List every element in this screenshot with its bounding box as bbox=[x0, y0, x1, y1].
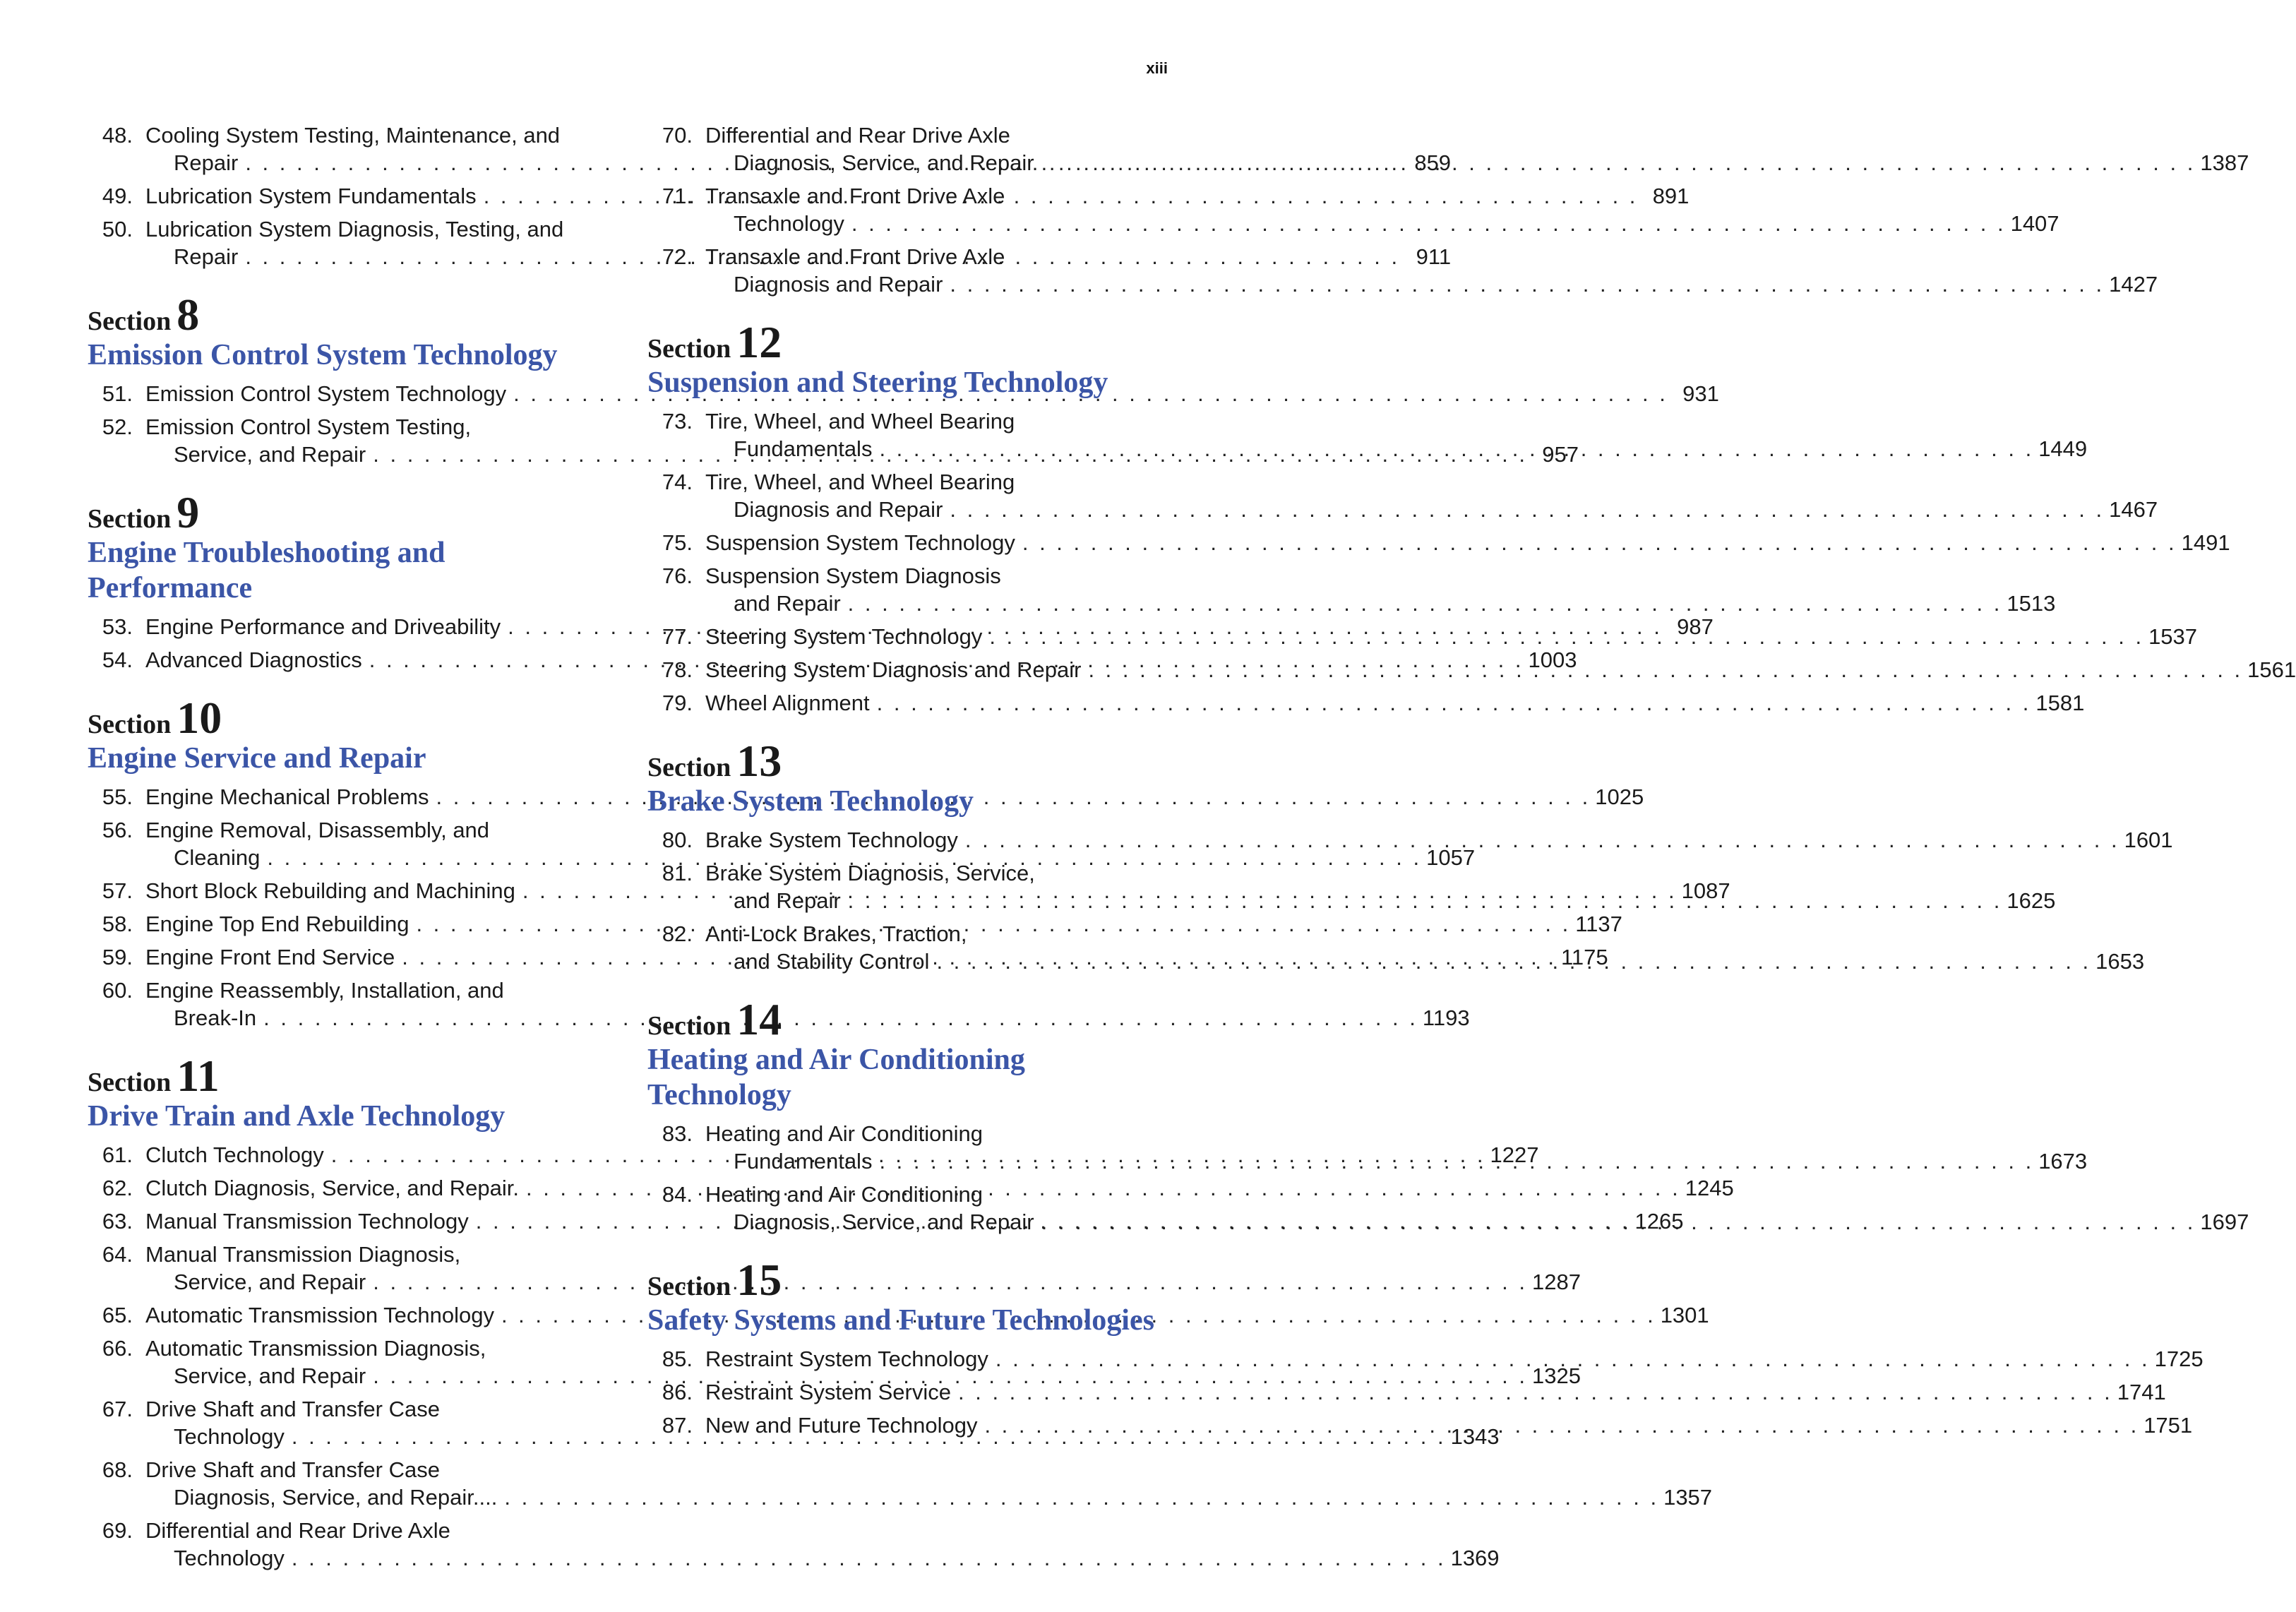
section-header bbox=[88, 1051, 606, 1134]
chapter-title-text: Lubrication System Diagnosis, Testing, and bbox=[145, 217, 564, 241]
chapter-title-line bbox=[705, 1147, 2087, 1175]
chapter-title-text: Anti-Lock Brakes, Traction, bbox=[705, 921, 967, 946]
section-number: 11 bbox=[177, 1051, 220, 1101]
chapter-title-line bbox=[705, 887, 2055, 914]
section-number: 14 bbox=[736, 994, 782, 1044]
page-ref: 1057 bbox=[1426, 845, 1476, 870]
chapter-title-text: Manual Transmission Diagnosis, bbox=[145, 1242, 461, 1267]
chapter-title-line bbox=[705, 689, 2084, 717]
chapter-title-line bbox=[145, 1517, 1500, 1544]
chapter-title-text: Emission Control System Testing, bbox=[145, 414, 472, 439]
chapter-title-text: Automatic Transmission Diagnosis, bbox=[145, 1336, 486, 1361]
chapter-title-text: Tire, Wheel, and Wheel Bearing bbox=[705, 470, 1015, 494]
chapter-number: 57. bbox=[102, 878, 133, 903]
chapter-title-text: Differential and Rear Drive Axle bbox=[705, 123, 1010, 148]
dot-leader bbox=[877, 689, 2029, 717]
chapter-title-text: Restraint System Technology bbox=[705, 1347, 988, 1371]
section-header bbox=[88, 487, 606, 606]
section-word: Section bbox=[88, 1068, 172, 1097]
chapter-title-text: Heating and Air Conditioning bbox=[705, 1121, 983, 1146]
page-ref: 1325 bbox=[1531, 1363, 1581, 1388]
page-ref: 1467 bbox=[2109, 497, 2158, 522]
chapter-title-line bbox=[705, 407, 2087, 435]
chapter-number: 81. bbox=[662, 861, 693, 885]
chapter-title-text: Manual Transmission Technology bbox=[145, 1209, 469, 1234]
chapter-number: 85. bbox=[662, 1347, 693, 1371]
chapter-title-text: Diagnosis, Service, and Repair.... bbox=[174, 1485, 498, 1510]
chapter-title-text: and Repair bbox=[734, 591, 841, 616]
chapter-title-text: Differential and Rear Drive Axle bbox=[145, 1518, 450, 1543]
chapter-title-block bbox=[705, 1378, 2166, 1406]
chapter-title-text: Suspension System Diagnosis bbox=[705, 563, 1001, 588]
dot-leader bbox=[950, 496, 2102, 523]
chapter-title-text: and Stability Control bbox=[734, 949, 930, 974]
toc-entry bbox=[88, 1517, 1500, 1572]
section-header bbox=[647, 994, 1166, 1113]
chapter-title-text: Diagnosis and Repair bbox=[734, 272, 943, 297]
page-ref: 1301 bbox=[1660, 1303, 1709, 1327]
chapter-title-text: Advanced Diagnostics bbox=[145, 647, 362, 672]
chapter-title-block bbox=[145, 1517, 1500, 1572]
chapter-title-text: Lubrication System Fundamentals bbox=[145, 184, 477, 208]
chapter-title-text: New and Future Technology bbox=[705, 1413, 978, 1438]
section-number: 8 bbox=[177, 289, 200, 340]
chapter-number: 73. bbox=[662, 409, 693, 434]
page-ref: 891 bbox=[1652, 184, 1690, 208]
page-ref: 1025 bbox=[1595, 784, 1644, 809]
chapter-number: 70. bbox=[662, 123, 693, 148]
page-ref: 1561 bbox=[2247, 657, 2296, 682]
chapter-title-block bbox=[705, 1411, 2192, 1439]
chapter-title-line bbox=[145, 1456, 1712, 1483]
chapter-number: 62. bbox=[102, 1176, 133, 1200]
page-ref: 1407 bbox=[2010, 211, 2059, 236]
chapter-title-block bbox=[705, 562, 2055, 617]
dot-leader bbox=[936, 948, 2088, 975]
section-header bbox=[88, 693, 606, 776]
chapter-number: 76. bbox=[662, 563, 693, 588]
chapter-title-line bbox=[705, 948, 2144, 975]
chapter-title-text: Engine Front End Service bbox=[145, 945, 395, 969]
chapter-number: 55. bbox=[102, 784, 133, 809]
page-ref: 1287 bbox=[1531, 1270, 1581, 1294]
chapter-title-text: Engine Performance and Driveability bbox=[145, 614, 501, 639]
section-header bbox=[88, 289, 606, 373]
chapter-title-line bbox=[705, 121, 2249, 149]
chapter-title-block bbox=[705, 529, 2230, 556]
chapter-title-block bbox=[705, 689, 2084, 717]
chapter-number: 72. bbox=[662, 244, 693, 269]
page-ref: 1751 bbox=[2143, 1413, 2193, 1438]
chapter-title-text: Technology bbox=[174, 1546, 285, 1570]
chapter-title-line bbox=[705, 210, 2059, 237]
chapter-title-line bbox=[145, 1483, 1712, 1511]
chapter-title-text: Service, and Repair bbox=[174, 1363, 366, 1388]
toc-entry bbox=[647, 562, 2056, 617]
toc-entry bbox=[88, 1456, 1713, 1511]
chapter-number: 48. bbox=[102, 123, 133, 148]
chapter-title-line bbox=[705, 1208, 2249, 1236]
chapter-title-text: and Repair bbox=[734, 888, 841, 913]
toc-entry bbox=[647, 468, 2158, 523]
page-ref: 987 bbox=[1677, 614, 1714, 639]
section-number: 15 bbox=[736, 1255, 782, 1305]
section-title: Suspension and Steering Technology bbox=[647, 366, 1108, 399]
page-ref: 1137 bbox=[1575, 912, 1622, 936]
dot-leader bbox=[504, 1483, 1656, 1511]
section-header bbox=[647, 1255, 1166, 1338]
dot-leader bbox=[848, 887, 2000, 914]
page-ref: 1581 bbox=[2035, 691, 2085, 715]
page-ref: 1625 bbox=[2007, 888, 2056, 913]
dot-leader bbox=[950, 270, 2102, 298]
page-ref: 1673 bbox=[2038, 1149, 2088, 1174]
chapter-title-line bbox=[705, 590, 2055, 617]
chapter-title-block bbox=[705, 1345, 2204, 1373]
page-ref: 1725 bbox=[2154, 1347, 2204, 1371]
chapter-title-line bbox=[705, 1411, 2192, 1439]
section-word: Section bbox=[647, 1011, 731, 1041]
chapter-title-text: Diagnosis and Repair bbox=[734, 497, 943, 522]
chapter-number: 77. bbox=[662, 624, 693, 649]
dot-leader bbox=[958, 1378, 2110, 1406]
section-word: Section bbox=[647, 1272, 731, 1301]
chapter-title-block bbox=[705, 182, 2059, 237]
chapter-title-line bbox=[705, 496, 2158, 523]
chapter-number: 60. bbox=[102, 978, 133, 1003]
chapter-title-text: Drive Shaft and Transfer Case bbox=[145, 1397, 440, 1421]
chapter-title-block bbox=[705, 121, 2249, 177]
toc-entry bbox=[647, 1378, 2166, 1406]
dot-leader bbox=[1088, 656, 2240, 683]
chapter-title-line bbox=[145, 1544, 1500, 1572]
chapter-title-text: Repair bbox=[174, 244, 239, 269]
section-header bbox=[647, 317, 1166, 400]
toc-entry bbox=[647, 1345, 2204, 1373]
chapter-title-text: Suspension System Technology bbox=[705, 530, 1015, 555]
toc-entry bbox=[647, 529, 2230, 556]
chapter-title-line bbox=[705, 1345, 2204, 1373]
section-title: Drive Train and Axle Technology bbox=[88, 1100, 506, 1133]
toc-entry bbox=[647, 826, 2173, 854]
chapter-number: 68. bbox=[102, 1457, 133, 1482]
chapter-number: 51. bbox=[102, 381, 133, 406]
section-label bbox=[88, 693, 606, 743]
chapter-title-block bbox=[705, 656, 2296, 683]
section-word: Section bbox=[88, 710, 172, 739]
dot-leader bbox=[1041, 149, 2194, 177]
chapter-number: 52. bbox=[102, 414, 133, 439]
chapter-title-block bbox=[705, 1181, 2249, 1236]
chapter-title-line bbox=[705, 1378, 2166, 1406]
chapter-title-block bbox=[705, 826, 2173, 854]
section-title: Engine Service and Repair bbox=[88, 742, 426, 775]
chapter-title-text: Wheel Alignment bbox=[705, 691, 870, 715]
page-ref: 1175 bbox=[1560, 945, 1608, 969]
chapter-title-line bbox=[705, 920, 2144, 948]
section-label bbox=[88, 289, 606, 340]
chapter-title-text: Transaxle and Front Drive Axle bbox=[705, 184, 1005, 208]
chapter-title-text: Steering System Technology bbox=[705, 624, 983, 649]
chapter-title-text: Engine Mechanical Problems bbox=[145, 784, 429, 809]
page-ref: 859 bbox=[1414, 150, 1452, 175]
chapter-title-text: Fundamentals bbox=[734, 1149, 873, 1174]
section-label bbox=[647, 317, 1166, 367]
chapter-title-text: Engine Reassembly, Installation, and bbox=[145, 978, 504, 1003]
chapter-title-text: Transaxle and Front Drive Axle bbox=[705, 244, 1005, 269]
section-number: 13 bbox=[736, 736, 782, 786]
chapter-title-block bbox=[705, 1120, 2087, 1175]
chapter-title-text: Service, and Repair bbox=[174, 1270, 366, 1294]
chapter-title-text: Automatic Transmission Technology bbox=[145, 1303, 494, 1327]
chapter-number: 87. bbox=[662, 1413, 693, 1438]
chapter-number: 80. bbox=[662, 828, 693, 852]
page-ref: 1369 bbox=[1450, 1546, 1500, 1570]
dot-leader bbox=[292, 1544, 1444, 1572]
toc-entry bbox=[647, 689, 2085, 717]
page-ref: 1697 bbox=[2200, 1210, 2249, 1234]
chapter-title-line bbox=[705, 182, 2059, 210]
dot-leader bbox=[1041, 1208, 2194, 1236]
section-number: 9 bbox=[177, 487, 200, 537]
page-ref: 1427 bbox=[2109, 272, 2158, 297]
page-ref: 1343 bbox=[1450, 1424, 1500, 1449]
chapter-title-text: Brake System Technology bbox=[705, 828, 958, 852]
chapter-title-line bbox=[705, 435, 2087, 462]
section-title: Safety Systems and Future Technologies bbox=[647, 1304, 1154, 1337]
chapter-number: 54. bbox=[102, 647, 133, 672]
chapter-title-block bbox=[705, 623, 2197, 650]
chapter-title-block bbox=[145, 1456, 1712, 1511]
page-ref: 1653 bbox=[2095, 949, 2145, 974]
chapter-number: 56. bbox=[102, 818, 133, 842]
page-ref: 1601 bbox=[2124, 828, 2173, 852]
section-title: Brake System Technology bbox=[647, 785, 974, 818]
chapter-title-text: Break-In bbox=[174, 1005, 257, 1030]
chapter-title-text: Short Block Rebuilding and Machining bbox=[145, 878, 515, 903]
page-ref: 1387 bbox=[2200, 150, 2249, 175]
chapter-title-text: Service, and Repair bbox=[174, 442, 366, 467]
chapter-title-line bbox=[705, 562, 2055, 590]
chapter-title-line bbox=[705, 149, 2249, 177]
chapter-title-line bbox=[705, 1181, 2249, 1208]
chapter-title-line bbox=[705, 623, 2197, 650]
section-label bbox=[88, 1051, 606, 1101]
section-header bbox=[647, 736, 1166, 819]
page-ref: 1741 bbox=[2117, 1380, 2166, 1404]
dot-leader bbox=[879, 435, 2031, 462]
dot-leader bbox=[989, 623, 2141, 650]
chapter-number: 50. bbox=[102, 217, 133, 241]
page-ref: 1513 bbox=[2007, 591, 2056, 616]
chapter-title-text: Diagnosis, Service, and Repair bbox=[734, 1210, 1034, 1234]
section-word: Section bbox=[88, 306, 172, 336]
chapter-number: 63. bbox=[102, 1209, 133, 1234]
dot-leader bbox=[879, 1147, 2031, 1175]
page-ref: 957 bbox=[1542, 442, 1579, 467]
chapter-title-line bbox=[705, 468, 2158, 496]
page-ref: 1265 bbox=[1634, 1209, 1684, 1234]
chapter-title-line bbox=[705, 826, 2173, 854]
section-title: Heating and Air Conditioning Technology bbox=[647, 1044, 1025, 1111]
chapter-number: 53. bbox=[102, 614, 133, 639]
dot-leader bbox=[848, 590, 2000, 617]
chapter-number: 49. bbox=[102, 184, 133, 208]
chapter-title-text: Cooling System Testing, Maintenance, and bbox=[145, 123, 561, 148]
chapter-title-line bbox=[705, 1120, 2087, 1147]
chapter-title-line bbox=[705, 529, 2230, 556]
chapter-title-text: Heating and Air Conditioning bbox=[705, 1182, 983, 1207]
page-ref: 931 bbox=[1682, 381, 1719, 406]
chapter-title-block bbox=[705, 920, 2144, 975]
chapter-number: 82. bbox=[662, 921, 693, 946]
chapter-number: 64. bbox=[102, 1242, 133, 1267]
chapter-title-text: Emission Control System Technology bbox=[145, 381, 507, 406]
chapter-title-text: Fundamentals bbox=[734, 436, 873, 461]
dot-leader bbox=[984, 1411, 2136, 1439]
section-label bbox=[647, 994, 1166, 1044]
section-title: Emission Control System Technology bbox=[88, 339, 558, 371]
section-label bbox=[88, 487, 606, 537]
chapter-title-text: Clutch Technology bbox=[145, 1142, 324, 1167]
chapter-title-line bbox=[705, 859, 2055, 887]
chapter-number: 84. bbox=[662, 1182, 693, 1207]
chapter-title-line bbox=[705, 656, 2296, 683]
page-ref: 1245 bbox=[1685, 1176, 1734, 1200]
chapter-title-text: Diagnosis, Service, and Repair bbox=[734, 150, 1034, 175]
chapter-title-block bbox=[705, 243, 2158, 298]
page-ref: 1449 bbox=[2038, 436, 2088, 461]
page-ref: 1357 bbox=[1663, 1485, 1713, 1510]
chapter-number: 58. bbox=[102, 912, 133, 936]
section-label bbox=[647, 736, 1166, 786]
chapter-number: 79. bbox=[662, 691, 693, 715]
chapter-title-line bbox=[705, 270, 2158, 298]
chapter-number: 86. bbox=[662, 1380, 693, 1404]
chapter-number: 83. bbox=[662, 1121, 693, 1146]
chapter-title-text: Technology bbox=[174, 1424, 285, 1449]
dot-leader bbox=[965, 826, 2117, 854]
chapter-title-block bbox=[705, 859, 2055, 914]
page-number: xiii bbox=[1146, 59, 1168, 77]
chapter-number: 69. bbox=[102, 1518, 133, 1543]
section-word: Section bbox=[647, 753, 731, 782]
chapter-number: 65. bbox=[102, 1303, 133, 1327]
dot-leader bbox=[1022, 529, 2175, 556]
section-number: 10 bbox=[177, 693, 222, 743]
chapter-title-block bbox=[705, 407, 2087, 462]
section-word: Section bbox=[647, 334, 731, 364]
chapter-number: 74. bbox=[662, 470, 693, 494]
chapter-title-text: Tire, Wheel, and Wheel Bearing bbox=[705, 409, 1015, 434]
chapter-title-text: Cleaning bbox=[174, 845, 261, 870]
page-ref: 911 bbox=[1416, 244, 1452, 269]
chapter-title-text: Clutch Diagnosis, Service, and Repair. bbox=[145, 1176, 519, 1200]
dot-leader bbox=[995, 1345, 2148, 1373]
section-title: Engine Troubleshooting and Performance bbox=[88, 537, 446, 604]
section-number: 12 bbox=[736, 317, 782, 367]
page-ref: 1537 bbox=[2148, 624, 2198, 649]
chapter-title-text: Restraint System Service bbox=[705, 1380, 951, 1404]
page-ref: 1087 bbox=[1681, 878, 1730, 903]
page-ref: 1193 bbox=[1422, 1005, 1470, 1030]
page-ref: 1491 bbox=[2181, 530, 2230, 555]
chapter-number: 75. bbox=[662, 530, 693, 555]
page-ref: 1227 bbox=[1490, 1142, 1539, 1167]
chapter-number: 59. bbox=[102, 945, 133, 969]
chapter-number: 61. bbox=[102, 1142, 133, 1167]
chapter-title-text: Steering System Diagnosis and Repair bbox=[705, 657, 1082, 682]
dot-leader bbox=[851, 210, 2004, 237]
chapter-title-text: Technology bbox=[734, 211, 844, 236]
chapter-number: 66. bbox=[102, 1336, 133, 1361]
chapter-title-text: Engine Top End Rebuilding bbox=[145, 912, 409, 936]
chapter-title-text: Repair bbox=[174, 150, 239, 175]
section-word: Section bbox=[88, 504, 172, 534]
chapter-title-block bbox=[705, 468, 2158, 523]
chapter-title-text: Engine Removal, Disassembly, and bbox=[145, 818, 490, 842]
section-label bbox=[647, 1255, 1166, 1305]
chapter-number: 67. bbox=[102, 1397, 133, 1421]
chapter-title-text: Brake System Diagnosis, Service, bbox=[705, 861, 1035, 885]
chapter-title-text: Drive Shaft and Transfer Case bbox=[145, 1457, 440, 1482]
chapter-title-line bbox=[705, 243, 2158, 270]
page-ref: 1003 bbox=[1528, 647, 1577, 672]
chapter-number: 78. bbox=[662, 657, 693, 682]
chapter-number: 71. bbox=[662, 184, 693, 208]
